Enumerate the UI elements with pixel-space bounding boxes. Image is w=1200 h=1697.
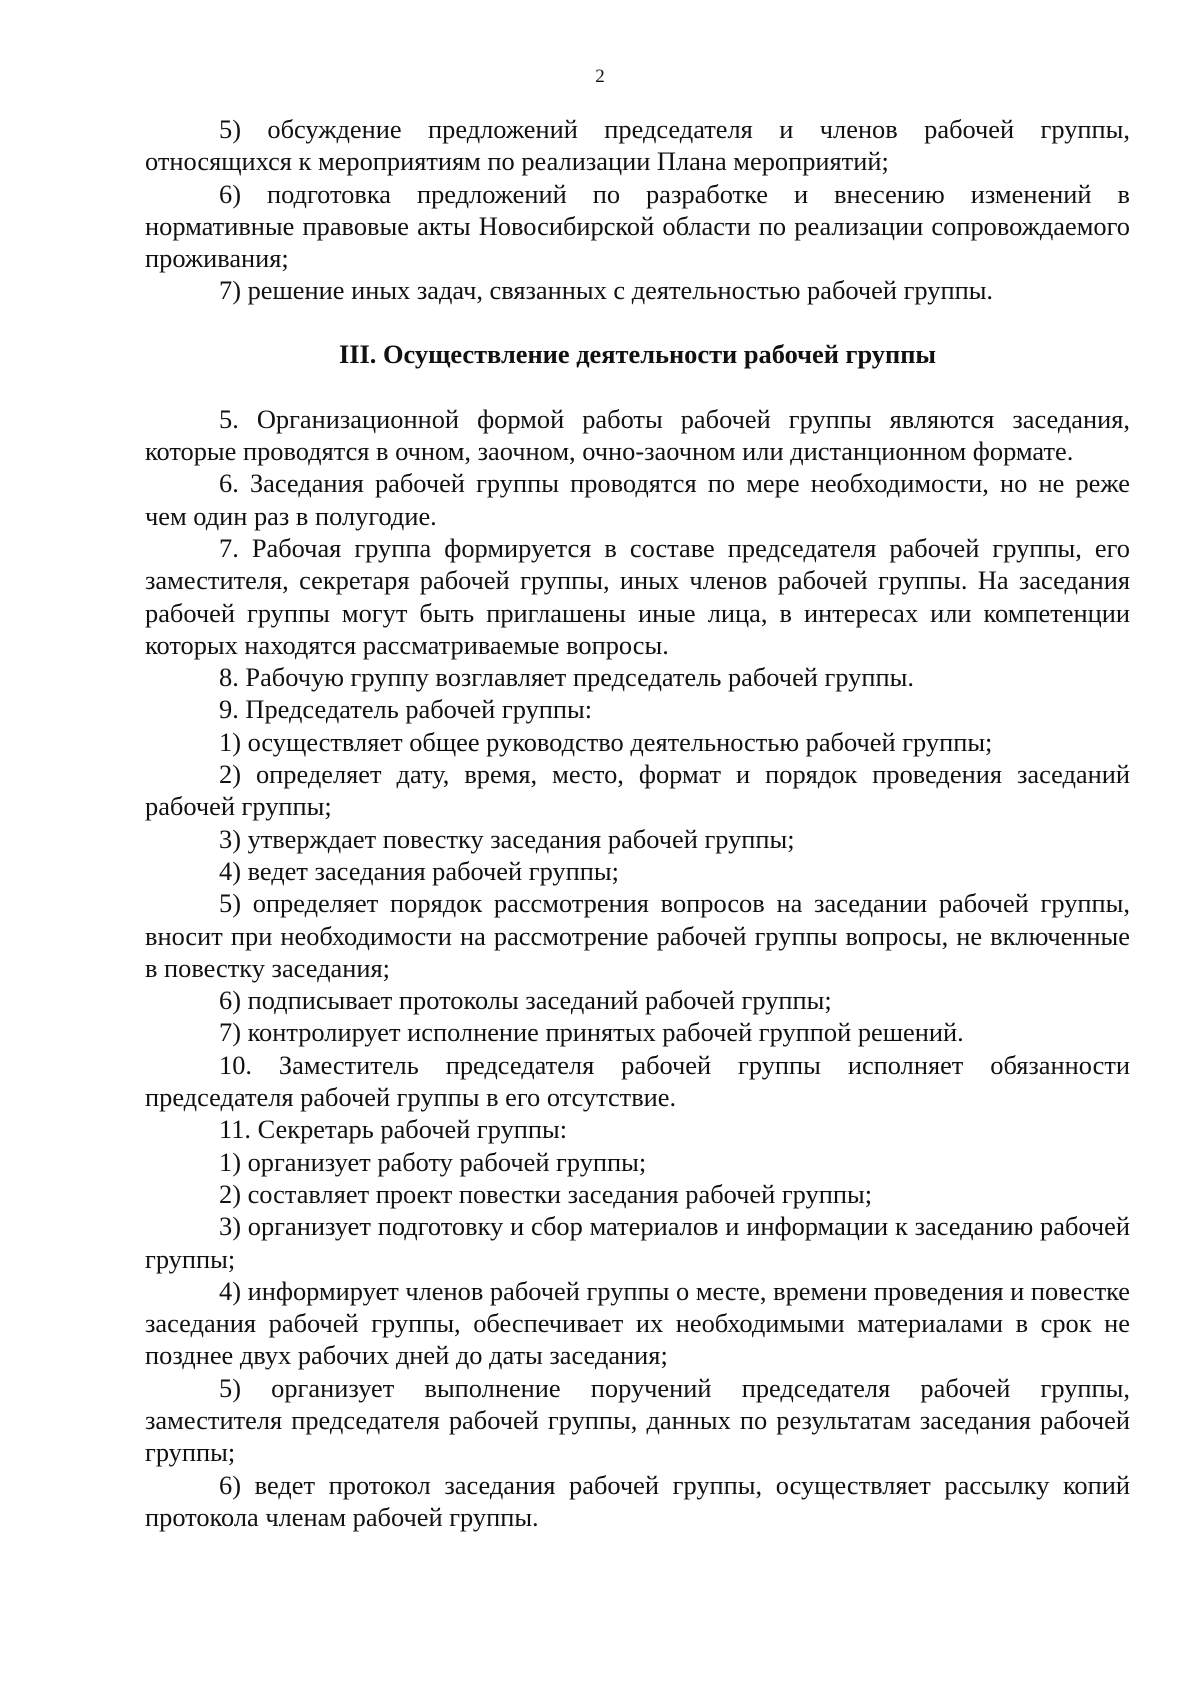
paragraph: 3) утверждает повестку заседания рабочей группы; (219, 823, 795, 854)
paragraph: 7) контролирует исполнение принятых рабочей группой решений. (219, 1017, 964, 1048)
intro-item: 7) решение иных задач, связанных с деятельностью рабочей группы. (219, 275, 994, 306)
section-heading: III. Осуществление деятельности рабочей группы (338, 338, 937, 369)
document-body (145, 113, 1130, 1533)
paragraph: 11. Секретарь рабочей группы: (219, 1114, 568, 1145)
intro-item: 5) обсуждение предложений председателя и членов рабочей группы, относящихся к мероприятиям по реализации Плана мероприятий; (145, 114, 1130, 177)
paragraph: 1) осуществляет общее руководство деятельностью рабочей группы; (219, 726, 993, 757)
paragraph: 10. Заместитель председателя рабочей группы исполняет обязанности председателя рабочей группы в его отсутствие. (145, 1049, 1130, 1113)
paragraph: 3) организует подготовку и сбор материалов и информации к заседанию рабочей группы; (145, 1211, 1130, 1274)
paragraph: 2) определяет дату, время, место, формат и порядок проведения заседаний рабочей группы; (145, 759, 1130, 822)
paragraph: 4) ведет заседания рабочей группы; (219, 855, 619, 886)
paragraph: 5. Организационной формой работы рабочей группы являются заседания, которые проводятся в очном, заочном, очно-заочном или дистанционном формате. (145, 403, 1130, 467)
paragraph: 6. Заседания рабочей группы проводятся по мере необходимости, но не реже чем один раз в полугодие. (145, 468, 1130, 531)
paragraph: 5) определяет порядок рассмотрения вопросов на заседании рабочей группы, вносит при необходимости на рассмотрение рабочей группы вопросы, не включенные в повестку заседания; (145, 888, 1130, 983)
paragraph: 6) подписывает протоколы заседаний рабочей группы; (219, 985, 832, 1016)
paragraph: 7. Рабочая группа формируется в составе председателя рабочей группы, его заместителя, секретаря рабочей группы, иных членов рабочей группы. На заседания рабочей группы могут быть приглашены иные лица, в интересах или компетенции которых находятся рассматриваемые вопросы. (145, 532, 1130, 660)
paragraph: 8. Рабочую группу возглавляет председатель рабочей группы. (219, 662, 914, 693)
intro-item: 6) подготовка предложений по разработке и внесению изменений в нормативные правовые акты Новосибирской области по реализации сопровождаемого проживания; (145, 178, 1130, 274)
paragraph: 9. Председатель рабочей группы: (219, 694, 593, 725)
paragraph: 4) информирует членов рабочей группы о месте, времени проведения и повестке заседания рабочей группы, обеспечивает их необходимыми материалами в срок не позднее двух рабочих дней до даты заседания; (145, 1275, 1130, 1371)
paragraph: 2) составляет проект повестки заседания рабочей группы; (219, 1178, 873, 1209)
page-number: 2 (595, 66, 605, 87)
paragraph: 1) организует работу рабочей группы; (219, 1146, 647, 1177)
paragraph: 5) организует выполнение поручений председателя рабочей группы, заместителя председателя рабочей группы, данных по результатам заседания рабочей группы; (145, 1372, 1130, 1468)
paragraph: 6) ведет протокол заседания рабочей группы, осуществляет рассылку копий протокола членам рабочей группы. (145, 1469, 1130, 1532)
